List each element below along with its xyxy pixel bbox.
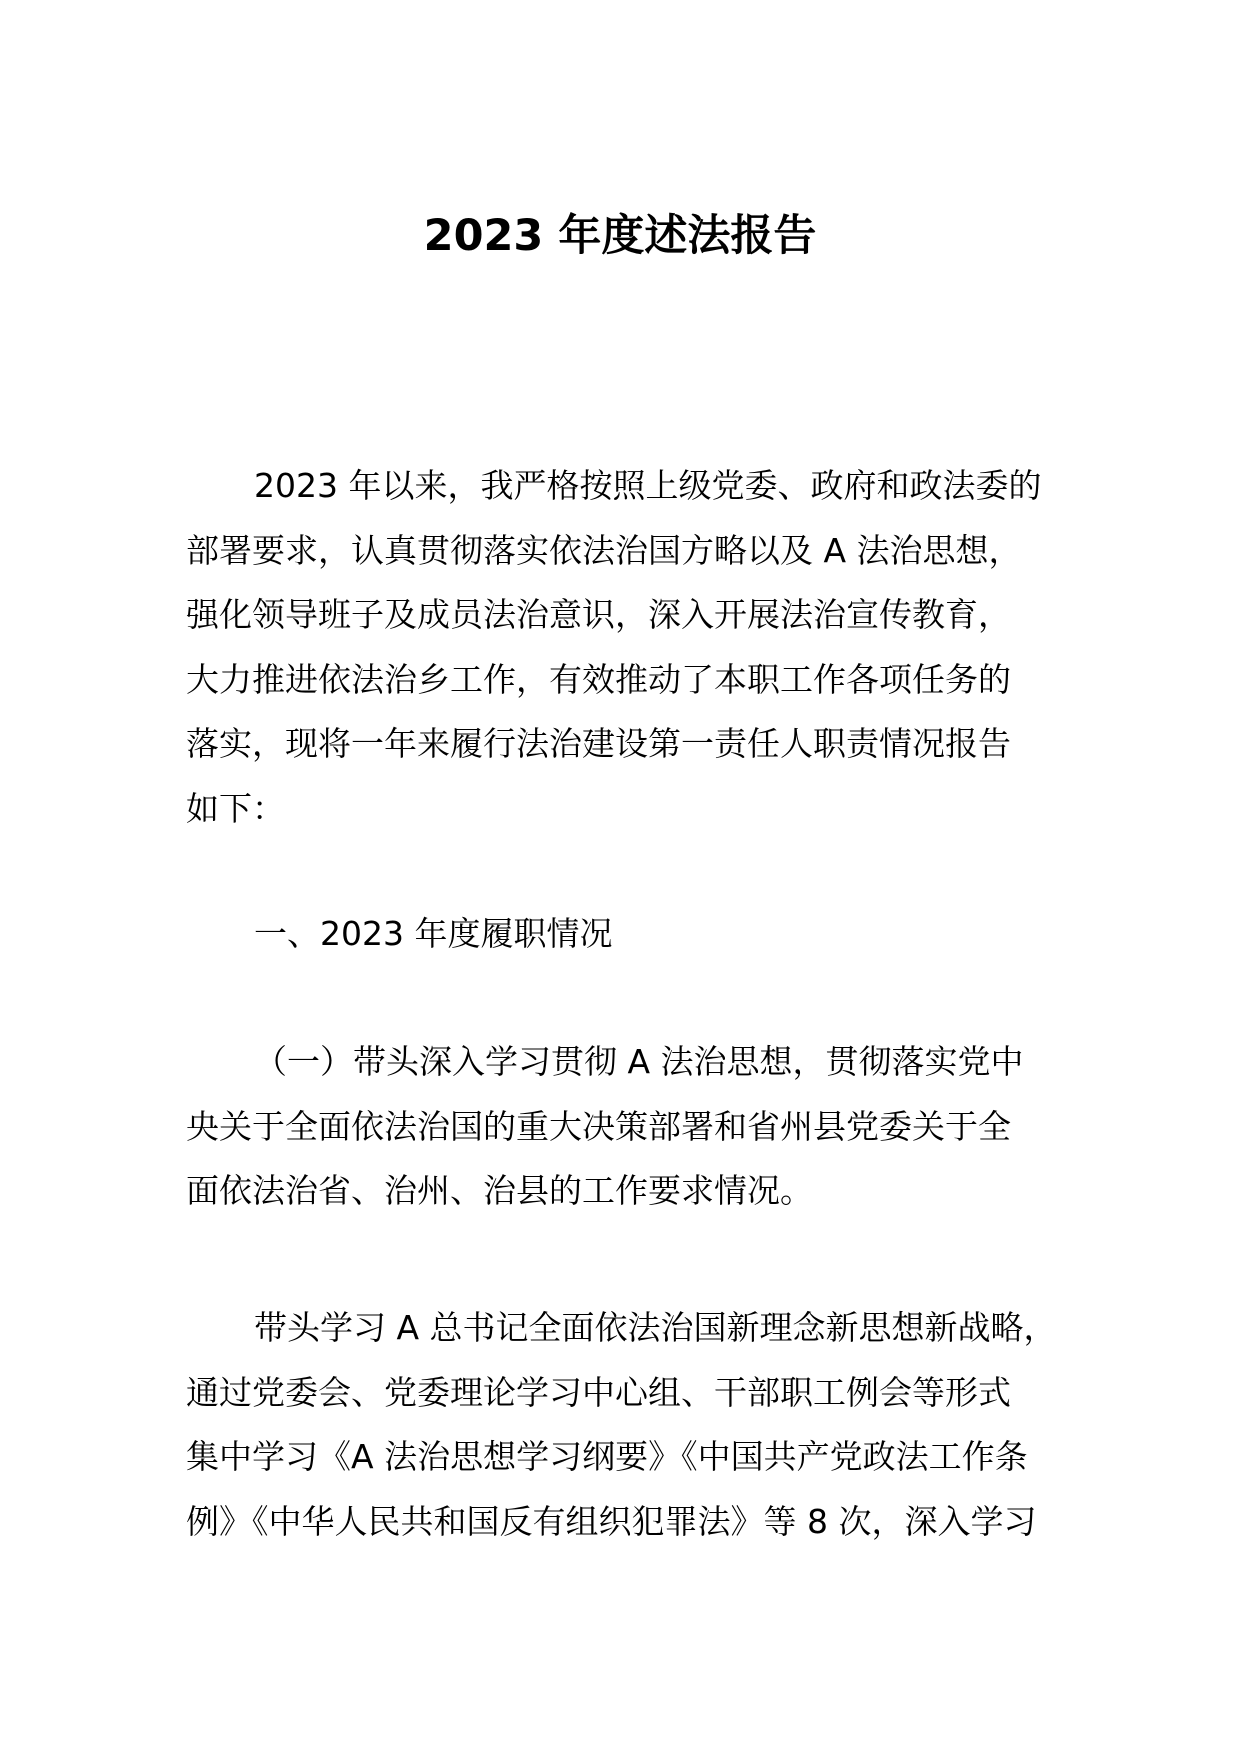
intro-paragraph	[186, 454, 1066, 841]
study-paragraph	[186, 1296, 1066, 1554]
subsection-paragraph	[186, 1030, 1066, 1224]
paragraph-line: 大力推进依法治乡工作，有效推动了本职工作各项任务的	[186, 659, 1011, 699]
section-heading	[186, 902, 1066, 967]
paragraph-line: 通过党委会、党委理论学习中心组、干部职工例会等形式	[186, 1372, 1011, 1412]
paragraph-line: 部署要求，认真贯彻落实依法治国方略以及 A 法治思想，	[186, 530, 1022, 570]
paragraph-line: 例》《中华人民共和国反有组织犯罪法》等 8 次，深入学习	[186, 1501, 1037, 1541]
paragraph-line: 落实，现将一年来履行法治建设第一责任人职责情况报告	[186, 724, 1011, 763]
paragraph-line: 央关于全面依法治国的重大决策部署和省州县党委关于全	[186, 1106, 1011, 1146]
paragraph-line: 带头学习 A 总书记全面依法治国新理念新思想新战略，	[254, 1308, 1057, 1347]
paragraph-line: 面依法治省、治州、治县的工作要求情况。	[186, 1171, 813, 1210]
paragraph-line: 如下：	[186, 788, 285, 828]
section-heading-text: 一、2023 年度履职情况	[254, 914, 613, 953]
paragraph-line: 2023 年以来，我严格按照上级党委、政府和政法委的	[254, 466, 1042, 505]
paragraph-line: 集中学习《A 法治思想学习纲要》《中国共产党政法工作条	[186, 1437, 1028, 1476]
paragraph-line: （一）带头深入学习贯彻 A 法治思想，贯彻落实党中	[254, 1042, 1024, 1081]
document-title: 2023 年度述法报告	[423, 211, 817, 261]
paragraph-line: 强化领导班子及成员法治意识，深入开展法治宣传教育，	[186, 595, 1011, 634]
